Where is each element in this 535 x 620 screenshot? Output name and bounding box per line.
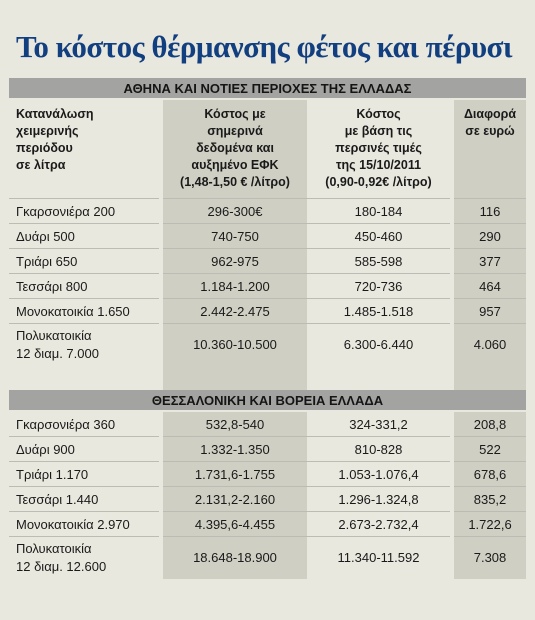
cost-difference: 7.308 (452, 537, 526, 580)
housing-type (9, 411, 161, 437)
section-header (9, 78, 526, 99)
header-line: Διαφορά (463, 107, 517, 121)
housing-type-line: Δυάρι 500 (16, 228, 75, 244)
section-title: ΘΕΣΣΑΛΟΝΙΚΗ ΚΑΙ ΒΟΡΕΙΑ ΕΛΛΑΔΑ (9, 390, 526, 411)
housing-type-line: Πολυκατοικία (16, 328, 92, 343)
section-gap (9, 366, 526, 390)
cost-current: 1.332-1.350 (161, 437, 307, 462)
cost-difference: 4.060 (452, 324, 526, 367)
housing-type (9, 437, 161, 462)
gap-cell (161, 366, 307, 390)
housing-type (9, 462, 161, 487)
cost-difference: 522 (452, 437, 526, 462)
cost-difference: 1.722,6 (452, 512, 526, 537)
cost-difference: 377 (452, 249, 526, 274)
cost-current: 2.442-2.475 (161, 299, 307, 324)
housing-type-line: Γκαρσονιέρα 360 (16, 416, 116, 432)
table-row (9, 537, 526, 580)
section-title: ΑΘΗΝΑ ΚΑΙ ΝΟΤΙΕΣ ΠΕΡΙΟΧΕΣ ΤΗΣ ΕΛΛΑΔΑΣ (9, 78, 526, 99)
column-headers (9, 99, 526, 199)
cost-difference: 464 (452, 274, 526, 299)
housing-type (9, 512, 161, 537)
housing-type (9, 274, 161, 299)
cost-last-year: 450-460 (307, 224, 452, 249)
housing-type (9, 249, 161, 274)
cost-last-year: 1.296-1.324,8 (307, 487, 452, 512)
housing-type (9, 324, 161, 367)
cost-last-year: 720-736 (307, 274, 452, 299)
header-line: σε λίτρα (16, 158, 66, 172)
header-consumption (9, 99, 161, 199)
header-current-cost (161, 99, 307, 199)
header-line: σε ευρώ (465, 124, 515, 138)
cost-current: 1.184-1.200 (161, 274, 307, 299)
housing-type-line: Τεσσάρι 800 (16, 278, 88, 294)
cost-current: 740-750 (161, 224, 307, 249)
housing-type-line: Δυάρι 900 (16, 441, 75, 457)
cost-last-year: 2.673-2.732,4 (307, 512, 452, 537)
table-row (9, 512, 526, 537)
header-line: Κόστος (356, 107, 401, 121)
cost-last-year: 324-331,2 (349, 416, 408, 432)
cost-current: 1.731,6-1.755 (161, 462, 307, 487)
cost-last-year: 6.300-6.440 (307, 324, 452, 367)
header-line: Κόστος με (204, 107, 266, 121)
housing-type (9, 299, 161, 324)
header-line: περσινές τιμές (335, 141, 422, 155)
cost-current: 2.131,2-2.160 (161, 487, 307, 512)
housing-type-line: Τεσσάρι 1.440 (16, 491, 99, 507)
header-line: (0,90-0,92€ /λίτρο) (325, 175, 432, 189)
gap-cell (452, 366, 526, 390)
housing-type (9, 537, 161, 580)
header-line: χειμερινής (16, 124, 79, 138)
header-difference (452, 99, 526, 199)
housing-type (9, 224, 161, 249)
housing-type-line: Τριάρι 650 (16, 253, 78, 269)
cost-difference: 290 (452, 224, 526, 249)
cost-difference: 835,2 (452, 487, 526, 512)
table-row (9, 249, 526, 274)
header-line: περιόδου (16, 141, 73, 155)
header-line: Κατανάλωση (16, 107, 94, 121)
table-row (9, 462, 526, 487)
table-row (9, 224, 526, 249)
cost-last-year: 180-184 (307, 199, 452, 224)
header-line: (1,48-1,50 € /λίτρο) (180, 175, 290, 189)
cost-last-year: 1.485-1.518 (307, 299, 452, 324)
table-row (9, 411, 526, 437)
housing-type-line: Μονοκατοικία 1.650 (16, 303, 130, 319)
cost-current: 18.648-18.900 (161, 537, 307, 580)
cost-current: 10.360-10.500 (161, 324, 307, 367)
table-row (9, 274, 526, 299)
housing-type-line: Πολυκατοικία (16, 541, 92, 556)
table-row (9, 487, 526, 512)
header-line: της 15/10/2011 (335, 158, 422, 172)
housing-type-line: 12 διαμ. 12.600 (16, 559, 107, 574)
heating-cost-table (9, 78, 526, 579)
housing-type (9, 199, 161, 224)
gap-cell (307, 366, 452, 390)
cost-difference: 208,8 (452, 411, 526, 437)
cost-last-year: 1.053-1.076,4 (307, 462, 452, 487)
cost-difference: 957 (452, 299, 526, 324)
table-row (9, 324, 526, 367)
cost-last-year: 810-828 (307, 437, 452, 462)
cost-difference: 678,6 (452, 462, 526, 487)
cost-last-year: 585-598 (307, 249, 452, 274)
housing-type-line: Τριάρι 1.170 (16, 466, 89, 482)
table-row (9, 437, 526, 462)
housing-type-line: Γκαρσονιέρα 200 (16, 203, 116, 219)
housing-type-line: 12 διαμ. 7.000 (16, 346, 99, 361)
housing-type (9, 487, 161, 512)
cost-current: 962-975 (161, 249, 307, 274)
cost-current: 532,8-540 (161, 411, 307, 437)
section-header (9, 390, 526, 411)
page-title: Το κόστος θέρμανσης φέτος και πέρυσι (16, 29, 513, 64)
cost-difference: 116 (452, 199, 526, 224)
gap-cell (9, 366, 161, 390)
housing-type-line: Μονοκατοικία 2.970 (16, 516, 130, 532)
table-row (9, 199, 526, 224)
table-row (9, 299, 526, 324)
header-line: σημερινά (207, 124, 263, 138)
cost-current: 296-300€ (161, 199, 307, 224)
cost-last-year: 11.340-11.592 (307, 537, 452, 580)
header-line: δεδομένα και (196, 141, 274, 155)
cost-current: 4.395,6-4.455 (161, 512, 307, 537)
header-last-year-cost (307, 99, 452, 199)
header-line: αυξημένο ΕΦΚ (191, 158, 279, 172)
header-line: με βάση τις (344, 124, 413, 138)
